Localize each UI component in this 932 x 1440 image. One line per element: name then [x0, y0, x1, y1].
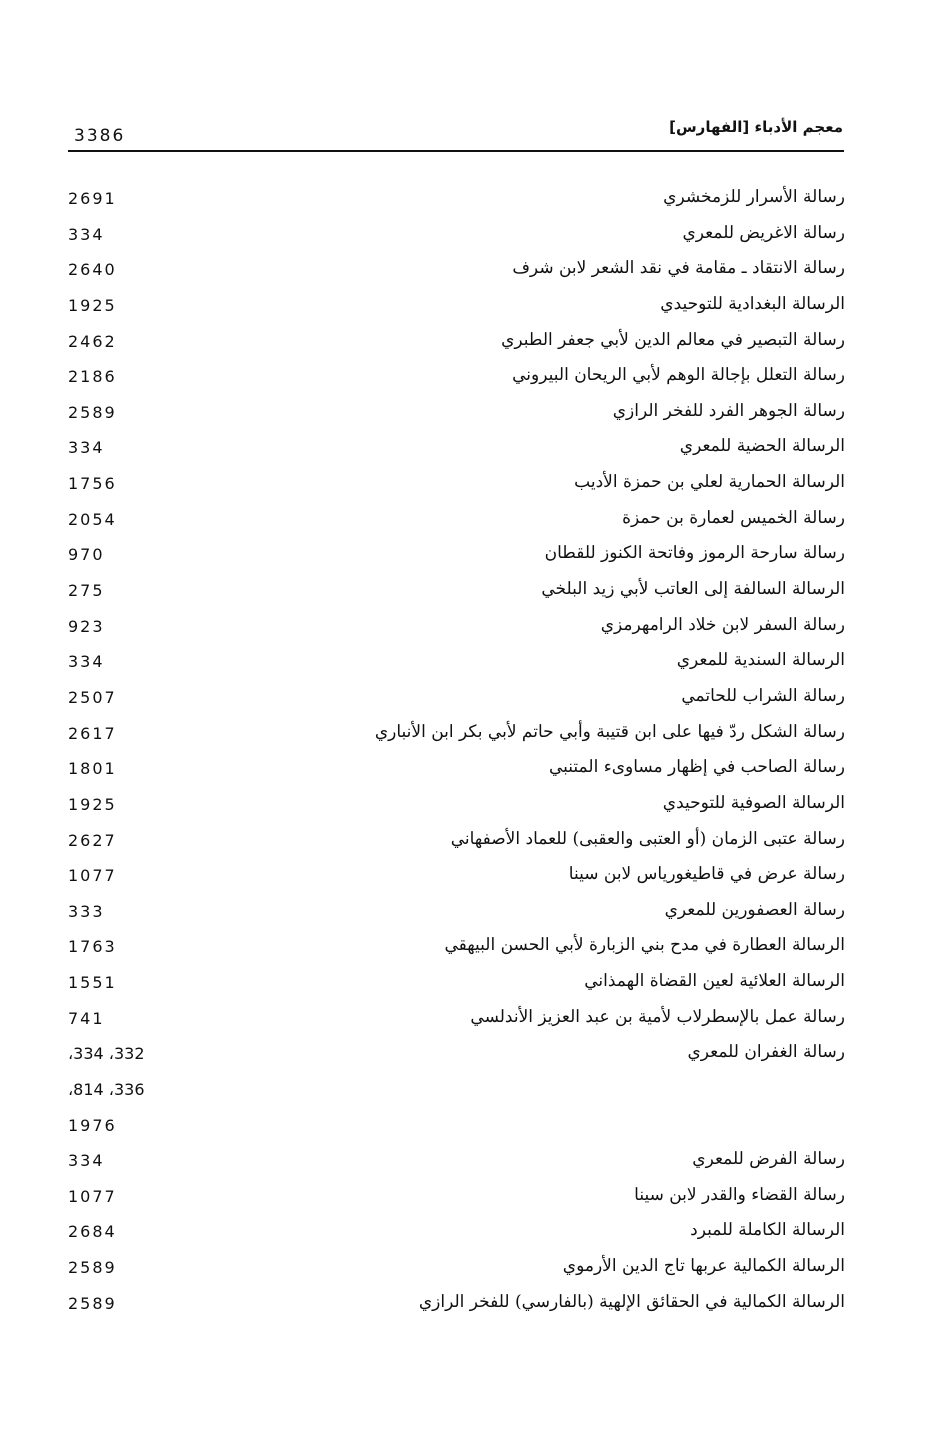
- entry-title: رسالة الشكل ردّ فيها على ابن قتيبة وأبي حاتم لأبي بكر ابن الأنباري: [374, 722, 845, 742]
- index-entry: [0, 1254, 932, 1284]
- entry-page-numbers: 970: [68, 545, 105, 564]
- entry-page-numbers: 1801: [68, 759, 117, 778]
- entry-title: الرسالة الحمارية لعلي بن حمزة الأديب: [574, 472, 845, 492]
- entry-page-numbers: 334: [68, 1151, 105, 1170]
- entry-page-numbers: 923: [68, 617, 105, 636]
- index-entry: [0, 541, 932, 571]
- entry-page-numbers: 2684: [68, 1222, 117, 1241]
- entry-page-numbers: 2627: [68, 831, 117, 850]
- entry-page-numbers: 1551: [68, 973, 117, 992]
- entry-page-numbers: 2054: [68, 510, 117, 529]
- entry-title: رسالة عرض في قاطيغورياس لابن سينا: [568, 864, 845, 884]
- header-divider: [68, 150, 844, 152]
- entry-title: الرسالة البغدادية للتوحيدي: [660, 294, 845, 314]
- index-entry: [0, 328, 932, 358]
- entry-title: رسالة الغفران للمعري: [687, 1042, 845, 1062]
- index-entry: [0, 755, 932, 785]
- entry-page-numbers: 2507: [68, 688, 117, 707]
- entry-page-numbers: 334: [68, 652, 105, 671]
- entry-title: رسالة الخميس لعمارة بن حمزة: [622, 508, 845, 528]
- entry-page-numbers: 741: [68, 1009, 105, 1028]
- entry-page-numbers: 1925: [68, 296, 117, 315]
- entry-page-numbers: 2589: [68, 1294, 117, 1313]
- index-entry: [0, 221, 932, 251]
- index-entry: [0, 684, 932, 714]
- index-entry: [0, 969, 932, 999]
- index-entry: [0, 506, 932, 536]
- index-entry: [0, 292, 932, 322]
- entry-title: الرسالة الحضية للمعري: [679, 436, 845, 456]
- index-entry: [0, 363, 932, 393]
- index-entry: [0, 648, 932, 678]
- index-entry: [0, 791, 932, 821]
- entry-title: رسالة الاغريض للمعري: [682, 223, 845, 243]
- index-entry: [0, 1218, 932, 1248]
- entry-title: رسالة الأسرار للزمخشري: [663, 187, 845, 207]
- index-entry: [0, 185, 932, 215]
- index-entry: [0, 1005, 932, 1035]
- entry-title: الرسالة الكمالية عربها تاج الدين الأرموي: [562, 1256, 845, 1276]
- index-entry: [0, 1040, 932, 1070]
- index-entry: [0, 720, 932, 750]
- entry-title: الرسالة العطارة في مدح بني الزبارة لأبي الحسن البيهقي: [444, 935, 845, 955]
- index-entry: [0, 1147, 932, 1177]
- entry-page-numbers: 333: [68, 902, 105, 921]
- entry-title: رسالة عمل بالإسطرلاب لأمية بن عبد العزيز الأندلسي: [470, 1007, 845, 1027]
- entry-page-numbers: 2589: [68, 1258, 117, 1277]
- index-entry: [0, 434, 932, 464]
- entry-page-numbers: 2640: [68, 260, 117, 279]
- entry-title: رسالة الصاحب في إظهار مساوىء المتنبي: [549, 757, 845, 777]
- index-entry: [0, 933, 932, 963]
- index-entry: [0, 470, 932, 500]
- index-entry: [0, 1076, 932, 1106]
- entry-title: رسالة الفرض للمعري: [692, 1149, 845, 1169]
- entry-title: رسالة عتبى الزمان (أو العتبى والعقبى) للعماد الأصفهاني: [450, 829, 845, 849]
- entry-title: الرسالة الصوفية للتوحيدي: [662, 793, 845, 813]
- index-entry: [0, 827, 932, 857]
- entry-page-numbers: 334: [68, 438, 105, 457]
- entry-page-numbers: 1976: [68, 1116, 117, 1135]
- entry-title: رسالة الجوهر الفرد للفخر الرازي: [612, 401, 845, 421]
- entry-title: الرسالة الكمالية في الحقائق الإلهية (بالفارسي) للفخر الرازي: [418, 1292, 845, 1312]
- index-entry: [0, 256, 932, 286]
- entry-page-numbers: 2589: [68, 403, 117, 422]
- index-entry: [0, 577, 932, 607]
- entry-title: رسالة العصفورين للمعري: [664, 900, 845, 920]
- entry-title: الرسالة السالفة إلى العاتب لأبي زيد البلخي: [541, 579, 845, 599]
- entry-page-numbers: 1925: [68, 795, 117, 814]
- entry-page-numbers: 1756: [68, 474, 117, 493]
- entry-title: رسالة الشراب للحاتمي: [681, 686, 845, 706]
- entry-page-numbers: 1077: [68, 866, 117, 885]
- entry-page-numbers: 334: [68, 225, 105, 244]
- index-entry: [0, 1290, 932, 1320]
- entry-title: رسالة الانتقاد ـ مقامة في نقد الشعر لابن شرف: [512, 258, 845, 278]
- index-entry: [0, 862, 932, 892]
- index-entry: [0, 898, 932, 928]
- index-entry: [0, 1112, 932, 1142]
- entry-page-numbers: 2186: [68, 367, 117, 386]
- index-entry: [0, 613, 932, 643]
- entry-title: رسالة التبصير في معالم الدين لأبي جعفر الطبري: [501, 330, 845, 350]
- entry-title: الرسالة العلائية لعين القضاة الهمذاني: [584, 971, 845, 991]
- entry-title: الرسالة السندية للمعري: [676, 650, 845, 670]
- entry-page-numbers: 1077: [68, 1187, 117, 1206]
- entry-title: الرسالة الكاملة للمبرد: [690, 1220, 845, 1240]
- entry-title: رسالة القضاء والقدر لابن سينا: [634, 1185, 845, 1205]
- entry-title: رسالة السفر لابن خلاد الرامهرمزي: [600, 615, 845, 635]
- entry-title: رسالة سارحة الرموز وفاتحة الكنوز للقطان: [544, 543, 845, 563]
- entry-page-numbers: 1763: [68, 937, 117, 956]
- entry-page-numbers: 332، 334،: [68, 1044, 145, 1063]
- entry-page-numbers: 2617: [68, 724, 117, 743]
- entry-title: رسالة التعلل بإجالة الوهم لأبي الريحان البيروني: [512, 365, 845, 385]
- entry-page-numbers: 275: [68, 581, 105, 600]
- running-header-title: معجم الأدباء [الفهارس]: [669, 118, 843, 136]
- index-entry: [0, 399, 932, 429]
- entry-page-numbers: 2691: [68, 189, 117, 208]
- entry-page-numbers: 336، 814،: [68, 1080, 145, 1099]
- index-entry: [0, 1183, 932, 1213]
- entry-page-numbers: 2462: [68, 332, 117, 351]
- page-number: 3386: [74, 126, 126, 146]
